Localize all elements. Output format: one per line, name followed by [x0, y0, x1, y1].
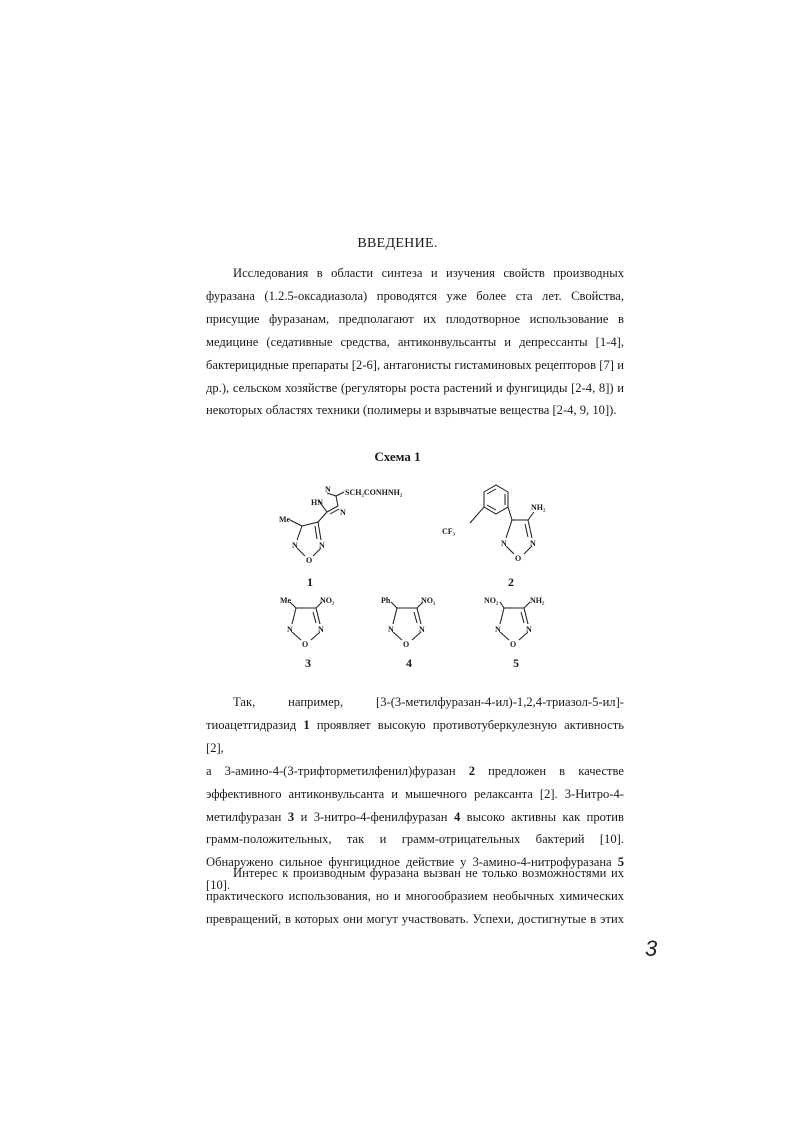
text-line: Исследования в области синтеза и изучения свойств производных — [233, 266, 624, 280]
compound-3-drawing — [270, 592, 360, 652]
text-line: некоторых областях техники (полимеры и взрывчатые вещества [2-4, 9, 10]). — [206, 403, 617, 418]
compound-2-structure — [440, 480, 560, 575]
text-line: Обнаружено сильное фунгицидное действие у 3-амино-4-нитрофуразана 5 — [206, 855, 624, 870]
compound-number: 2 — [508, 575, 514, 589]
text-line: эффективного антиконвульсанта и мышечного релаксанта [2]. 3-Нитро-4- — [206, 786, 624, 801]
text-line: а 3-амино-4-(3-трифторметилфенил)фуразан 2 предложен в качестве — [206, 763, 624, 778]
compound-number: 4 — [406, 656, 412, 670]
compound-4-structure — [373, 592, 463, 657]
text-line — [206, 691, 624, 714]
compound-4-drawing — [373, 592, 463, 652]
text-word: Так, — [233, 695, 256, 709]
atom-label: N — [340, 508, 346, 517]
compound-1-structure — [270, 470, 403, 575]
atom-label: N — [530, 539, 536, 548]
interest-paragraph — [206, 862, 624, 931]
compound-ref: 3 — [287, 809, 295, 824]
substituent-label: Ph — [381, 596, 391, 605]
text-line: практического использования, но и многообразием необычных химических — [206, 888, 624, 903]
compound-5-structure — [478, 592, 568, 657]
atom-label: O — [510, 640, 517, 649]
compound-2-drawing — [440, 480, 560, 570]
atom-label: N — [419, 625, 425, 634]
compound-5-drawing — [478, 592, 568, 652]
intro-paragraph — [206, 262, 624, 422]
atom-label: N — [319, 541, 325, 550]
compound-3-structure — [270, 592, 360, 657]
atom-label: N — [318, 625, 324, 634]
text-line: [10]. — [206, 878, 231, 893]
substituent-label: NH₂ — [530, 596, 545, 605]
text-line: метилфуразан 3 и 3-нитро-4-фенилфуразан 4 высоко активны как против — [206, 809, 624, 824]
atom-label: HN — [311, 498, 323, 507]
substituent-label: Me — [279, 515, 291, 524]
text-word: например, — [288, 695, 344, 709]
text-line: др.), сельском хозяйстве (регуляторы роста растений и фунгициды [2-4, 8]) и — [206, 380, 624, 395]
text-line: фуразана (1.2.5-оксадиазола) проводятся уже более ста лет. Свойства, — [206, 288, 624, 303]
substituent-label: NO₂ — [484, 596, 499, 605]
atom-label: O — [403, 640, 410, 649]
text-line: превращений, в которых они могут участвовать. Успехи, достигнутые в этих — [206, 911, 624, 926]
text-line: тиоацетгидразид 1 проявляет высокую противотуберкулезную активность [2], — [206, 717, 624, 755]
substituent-label: SCH₂CONHNH₂ — [345, 488, 403, 497]
compound-1-drawing — [270, 470, 403, 570]
atom-label: N — [292, 541, 298, 550]
text-line: бактерицидные препараты [2-6], антагонисты гистаминовых рецепторов [7] и — [206, 357, 624, 372]
compound-number: 3 — [305, 656, 311, 670]
section-heading: ВВЕДЕНИЕ. — [357, 236, 438, 251]
atom-label: N — [495, 625, 501, 634]
compound-ref: 4 — [453, 809, 461, 824]
compound-ref: 2 — [468, 763, 475, 778]
scheme-title: Схема 1 — [374, 449, 421, 464]
atom-label: N — [325, 485, 331, 494]
atom-label: N — [526, 625, 532, 634]
substituent-label: Me — [280, 596, 292, 605]
compound-ref: 5 — [617, 855, 624, 870]
atom-label: O — [302, 640, 309, 649]
compound-number: 1 — [307, 575, 313, 589]
atom-label: N — [388, 625, 394, 634]
text-line: присущие фуразанам, предполагают их плодотворное использование в — [206, 311, 624, 326]
atom-label: N — [501, 539, 507, 548]
substituent-label: NO₂ — [320, 596, 335, 605]
atom-label: O — [306, 556, 313, 565]
page-number: 3 — [645, 936, 658, 961]
substituent-label: NO₂ — [421, 596, 436, 605]
substituent-label: NH₂ — [531, 503, 546, 512]
compound-ref: 1 — [303, 717, 310, 732]
compound-number: 5 — [513, 656, 519, 670]
atom-label: N — [287, 625, 293, 634]
text-line: медицине (седативные средства, антиконвульсанты и депрессанты [1-4], — [206, 334, 624, 349]
text-line: грамм-положительных, так и грамм-отрицательных бактерий [10]. — [206, 832, 624, 847]
atom-label: O — [515, 554, 522, 563]
text-line: Интерес к производным фуразана вызван не только возможностями их — [233, 866, 624, 880]
substituent-label: CF₃ — [442, 527, 456, 536]
text-word: [3-(3-метилфуразан-4-ил)-1,2,4-триазол-5-ил]- — [376, 695, 624, 709]
